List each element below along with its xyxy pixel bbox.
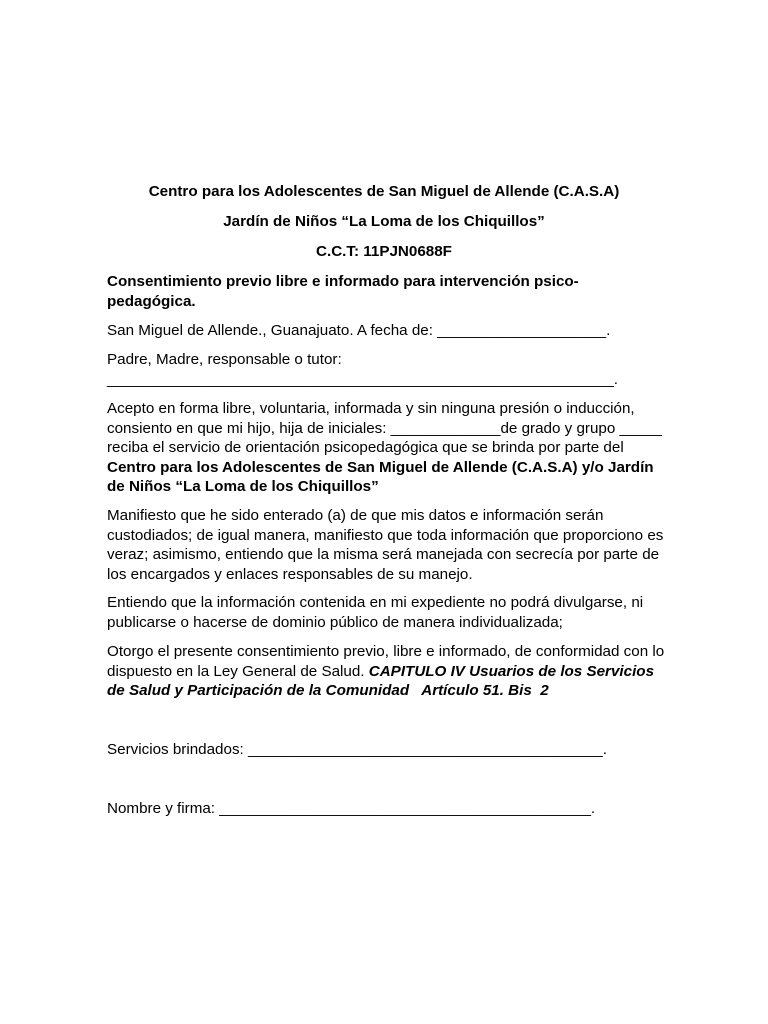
- grant-chapter-reference: CAPITULO IV Usuarios de los Servicios: [368, 662, 655, 680]
- grant-article-reference: de Salud y Participación de la Comunidad Artículo 51. Bis 2: [107, 682, 549, 699]
- custody-line: custodiados; de igual manera, manifiesto que toda información que proporciono es: [107, 526, 664, 544]
- document-title-line: pedagógica.: [107, 292, 196, 310]
- grant-line: [107, 662, 667, 682]
- acceptance-institution-line: Centro para los Adolescentes de San Miguel de Allende (C.A.S.A) y/o Jardín: [107, 458, 654, 476]
- cct-heading: C.C.T: 11PJN0688F: [316, 243, 452, 260]
- acceptance-line: reciba el servicio de orientación psicopedagógica que se brinda por parte del: [107, 439, 624, 456]
- acceptance-school-line: de Niños “La Loma de los Chiquillos”: [107, 478, 379, 495]
- guardian-section: [107, 350, 667, 389]
- institution-heading: Centro para los Adolescentes de San Miguel de Allende (C.A.S.A): [148, 183, 620, 200]
- privacy-line: publicarse o hacerse de dominio público de manera individualizada;: [107, 613, 563, 631]
- grant-law-text: dispuesto en la Ley General de Salud.: [107, 662, 369, 680]
- document-title-line: Consentimiento previo libre e informado para intervención psico-: [107, 273, 579, 290]
- acceptance-line: Acepto en forma libre, voluntaria, informada y sin ninguna presión o inducción,: [107, 400, 635, 417]
- privacy-line: Entiendo que la información contenida en mi expediente no podrá divulgarse, ni: [107, 594, 644, 611]
- acceptance-paragraph: [107, 399, 667, 497]
- acceptance-line: consiento en que mi hijo, hija de iniciales: _____________de grado y grupo _____: [107, 419, 662, 437]
- grant-line: Otorgo el presente consentimiento previo, libre e informado, de conformidad con lo: [107, 643, 665, 660]
- privacy-paragraph: [107, 593, 667, 632]
- document-title: [107, 272, 667, 311]
- custody-line: veraz; asimismo, entiendo que la misma será manejada con secrecía por parte de: [107, 546, 660, 563]
- guardian-label: Padre, Madre, responsable o tutor:: [107, 351, 342, 368]
- signature-field: Nombre y firma: ____________________________________________.: [107, 800, 596, 817]
- school-heading: Jardín de Niños “La Loma de los Chiquillos”: [223, 213, 545, 230]
- place-date-line: San Miguel de Allende., Guanajuato. A fecha de: ____________________.: [107, 322, 611, 339]
- guardian-blank: ____________________________________________________________.: [107, 370, 619, 388]
- custody-line: Manifiesto que he sido enterado (a) de que mis datos e información serán: [107, 507, 604, 524]
- custody-line: los encargados y enlaces responsables de su manejo.: [107, 565, 473, 583]
- custody-paragraph: [107, 506, 667, 584]
- grant-paragraph: [107, 642, 667, 701]
- services-field: Servicios brindados: __________________________________________.: [107, 741, 607, 758]
